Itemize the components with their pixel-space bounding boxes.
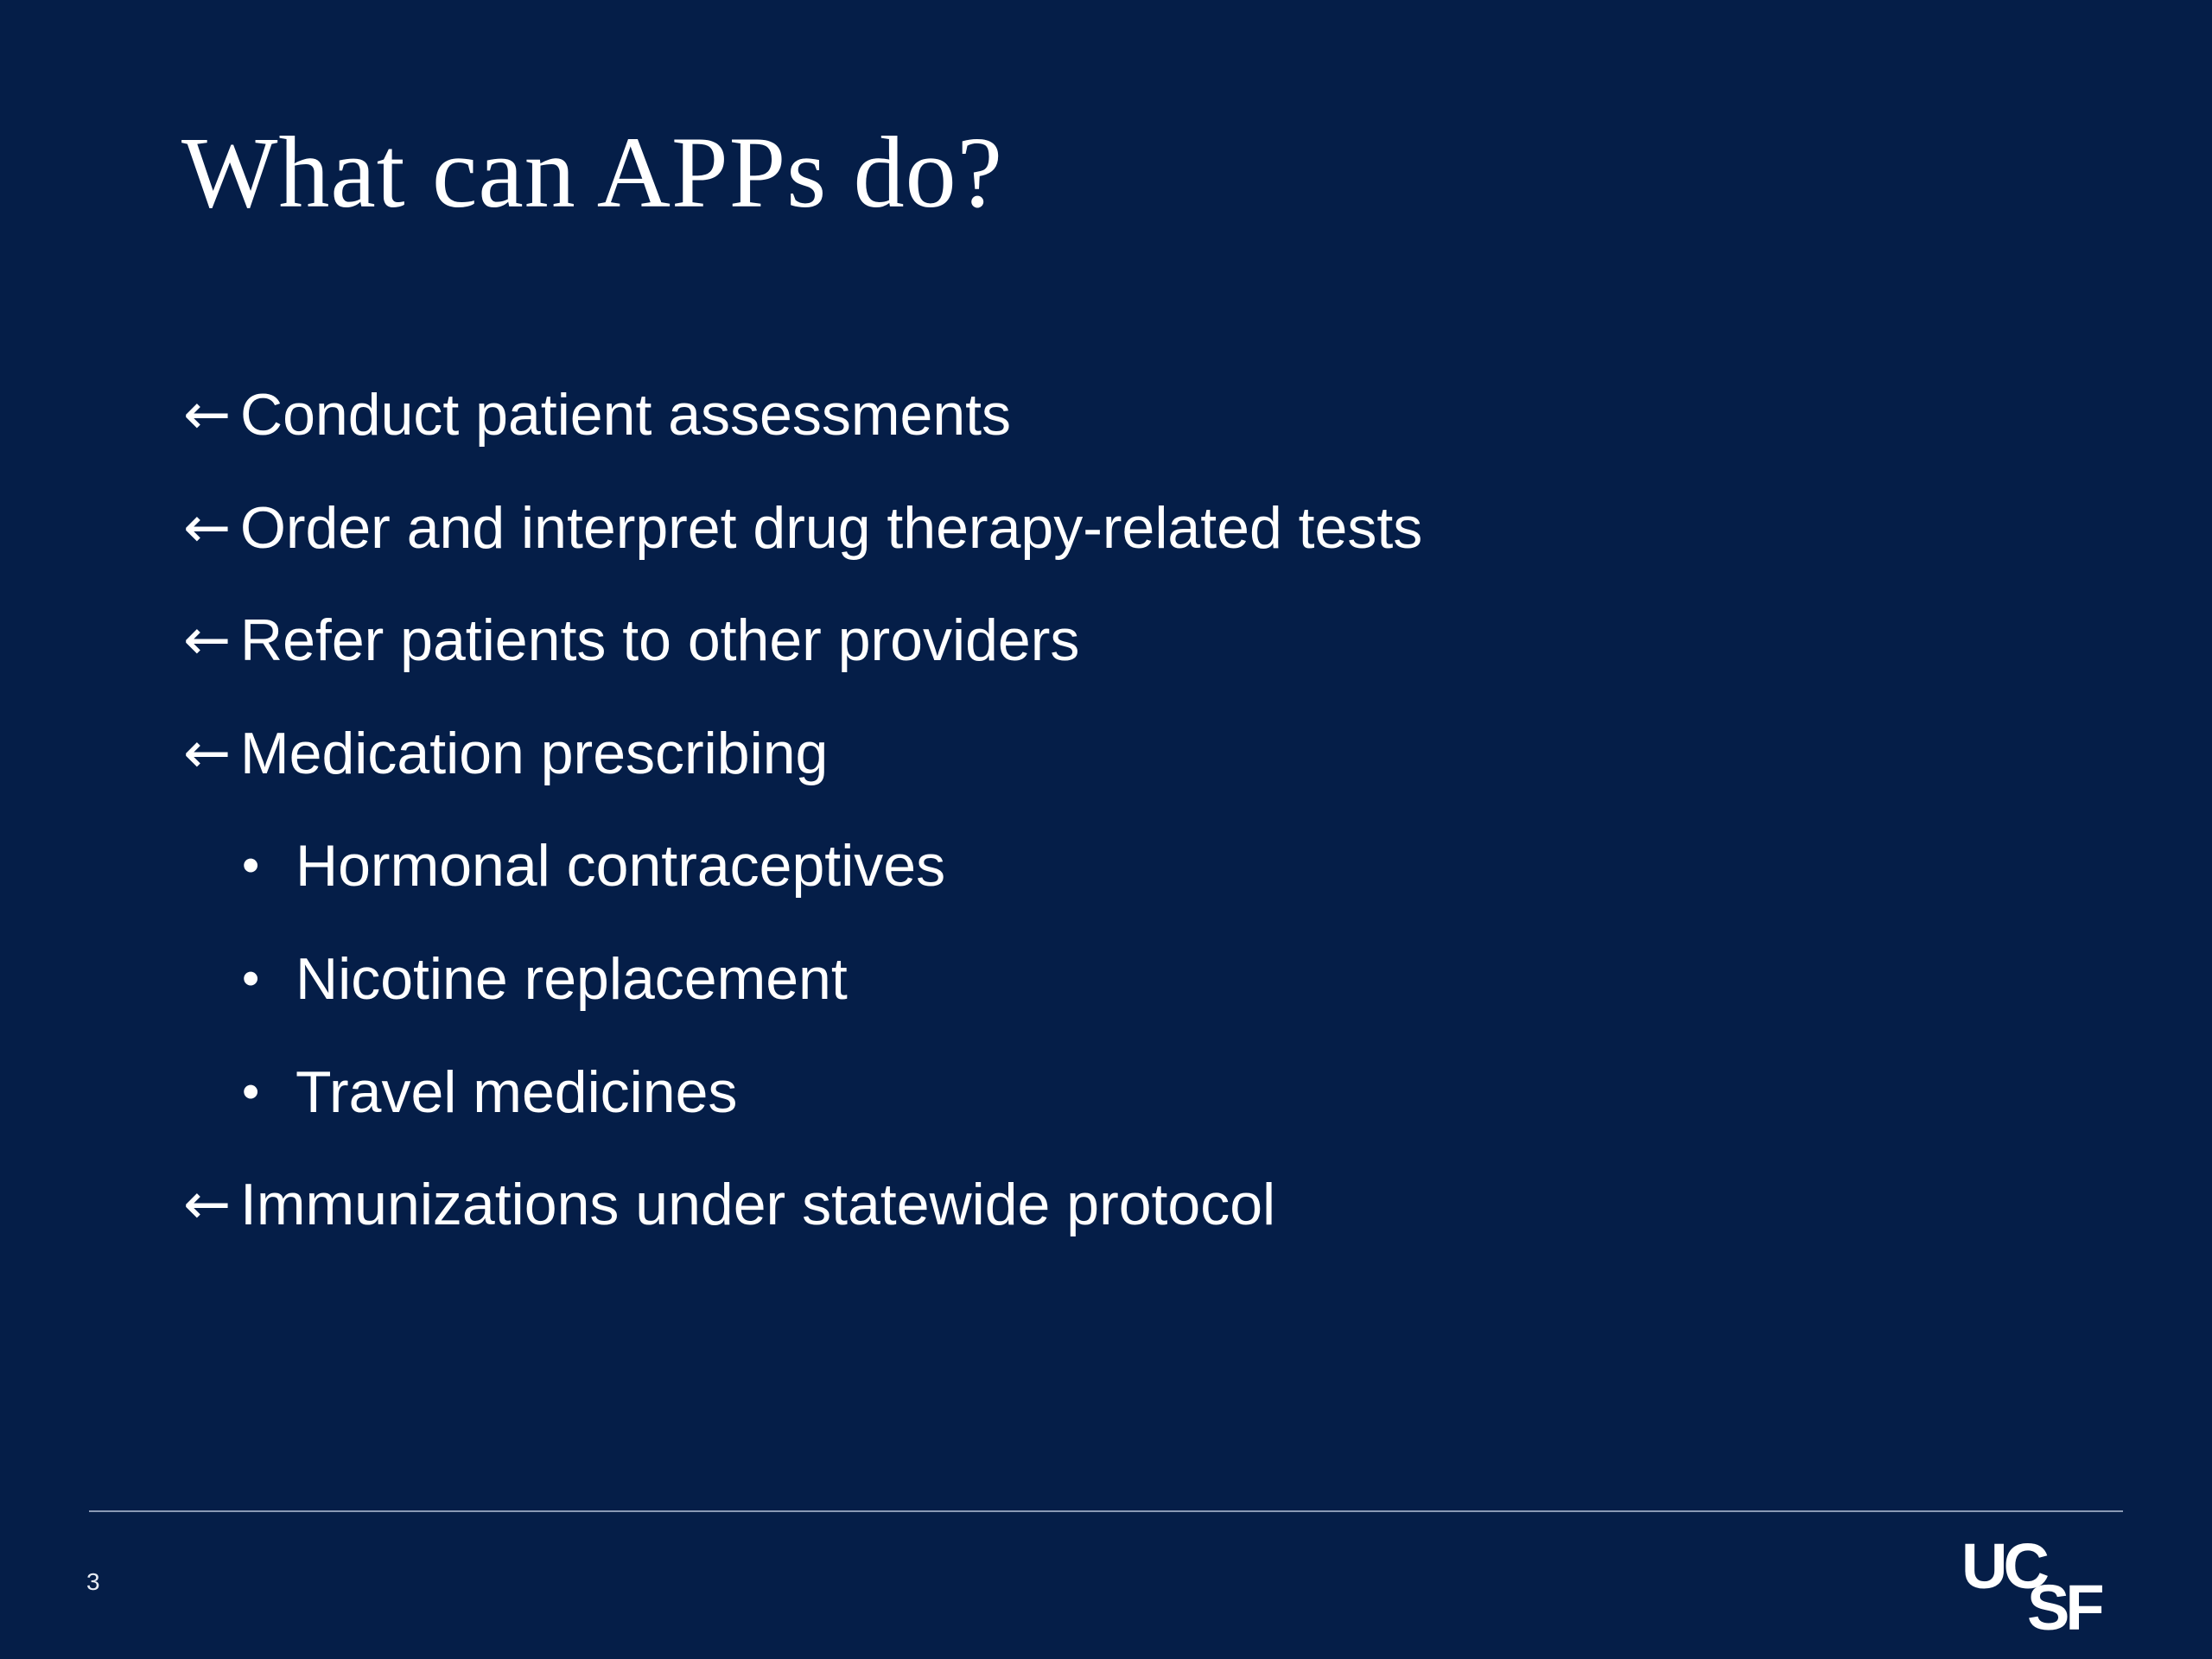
svg-text:UC: UC — [1961, 1540, 2045, 1602]
left-arrow-icon: ← — [183, 493, 232, 561]
sub-list-item — [183, 831, 2084, 900]
left-arrow-icon: ← — [183, 1171, 232, 1238]
list-item — [183, 719, 2084, 788]
list-item — [183, 380, 2084, 449]
list-item-text: Travel medicines — [296, 1058, 738, 1125]
list-item-text: Refer patients to other providers — [240, 607, 1080, 674]
list-item-text: Conduct patient assessments — [240, 382, 1012, 448]
left-arrow-icon: ← — [183, 381, 232, 448]
list-item-text: Hormonal contraceptives — [296, 833, 946, 899]
sub-list-item — [183, 944, 2084, 1014]
list-item-text: Order and interpret drug therapy-related tests — [240, 494, 1423, 561]
list-item-text: Immunizations under statewide protocol — [240, 1172, 1276, 1238]
left-arrow-icon: ← — [183, 607, 232, 674]
bullet-list — [183, 380, 2084, 1283]
page-number: 3 — [86, 1568, 100, 1595]
ucsf-logo — [1961, 1540, 2126, 1635]
footer-divider — [89, 1510, 2123, 1512]
svg-text:SF: SF — [2027, 1572, 2101, 1635]
slide-title: What can APPs do? — [181, 116, 1004, 229]
list-item-text: Medication prescribing — [240, 720, 829, 786]
list-item — [183, 1170, 2084, 1239]
bullet-icon: • — [242, 837, 260, 894]
list-item — [183, 493, 2084, 563]
sub-list-item — [183, 1058, 2084, 1127]
bullet-icon: • — [242, 1063, 260, 1120]
bullet-icon: • — [242, 950, 260, 1007]
left-arrow-icon: ← — [183, 719, 232, 786]
list-item — [183, 606, 2084, 675]
list-item-text: Nicotine replacement — [296, 945, 848, 1012]
